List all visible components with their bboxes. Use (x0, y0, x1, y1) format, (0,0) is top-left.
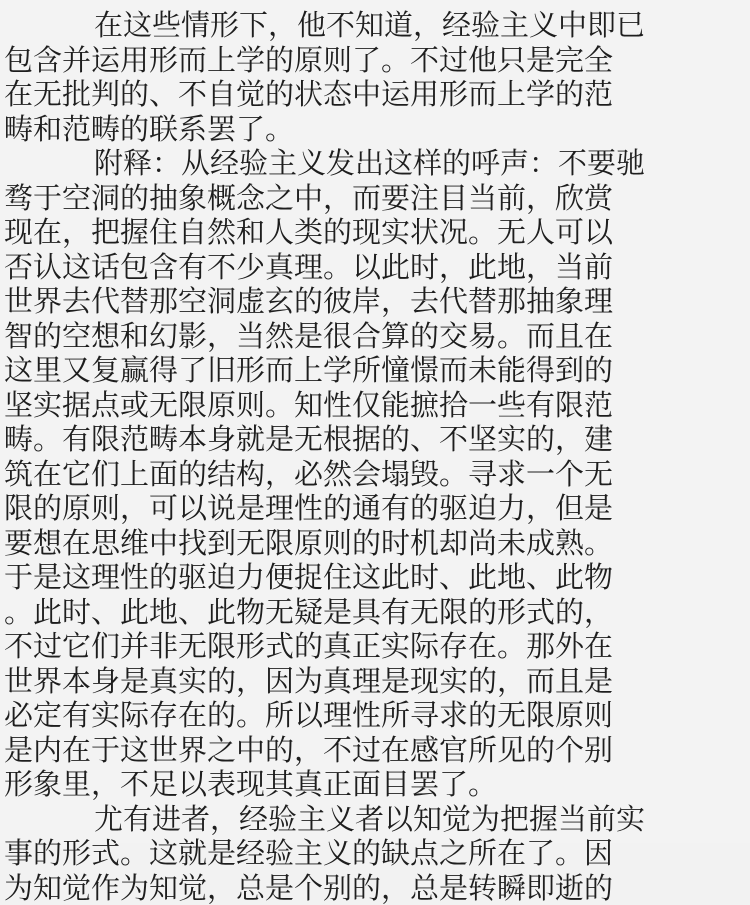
text-line: 这里又复赢得了旧形而上学所憧憬而未能得到的 (4, 353, 748, 388)
text-line: 否认这话包含有不少真理。以此时，此地，当前 (4, 250, 748, 285)
text-line: 限的原则，可以说是理性的通有的驱迫力，但是 (4, 491, 748, 526)
text-line: 为知觉作为知觉，总是个别的，总是转瞬即逝的 (4, 871, 748, 905)
text-line: 现在，把握住自然和人类的现实状况。无人可以 (4, 215, 748, 250)
text-line: 事的形式。这就是经验主义的缺点之所在了。因 (4, 836, 748, 871)
text-line: 坚实据点或无限原则。知性仅能摭拾一些有限范 (4, 388, 748, 423)
text-line: 智的空想和幻影，当然是很合算的交易。而且在 (4, 319, 748, 354)
text-line: 世界本身是真实的，因为真理是现实的，而且是 (4, 664, 748, 699)
text-line: 形象里，不足以表现其真正面目罢了。 (4, 767, 748, 802)
text-line: 尤有进者，经验主义者以知觉为把握当前实 (4, 802, 748, 837)
text-line: 畴和范畴的联系罢了。 (4, 112, 748, 147)
text-line: 包含并运用形而上学的原则了。不过他只是完全 (4, 43, 748, 78)
body-text (4, 8, 748, 905)
text-line: 要想在思维中找到无限原则的时机却尚未成熟。 (4, 526, 748, 561)
text-line: 于是这理性的驱迫力便捉住这此时、此地、此物 (4, 560, 748, 595)
text-line: 畴。有限范畴本身就是无根据的、不坚实的，建 (4, 422, 748, 457)
text-line: 必定有实际存在的。所以理性所寻求的无限原则 (4, 698, 748, 733)
text-line: 。此时、此地、此物无疑是具有无限的形式的， (4, 595, 748, 630)
text-line: 骛于空洞的抽象概念之中，而要注目当前，欣赏 (4, 181, 748, 216)
text-line: 筑在它们上面的结构，必然会塌毁。寻求一个无 (4, 457, 748, 492)
text-line: 不过它们并非无限形式的真正实际存在。那外在 (4, 629, 748, 664)
text-line: 世界去代替那空洞虚玄的彼岸，去代替那抽象理 (4, 284, 748, 319)
text-line: 在无批判的、不自觉的状态中运用形而上学的范 (4, 77, 748, 112)
text-line: 在这些情形下，他不知道，经验主义中即已 (4, 8, 748, 43)
text-line: 附释：从经验主义发出这样的呼声：不要驰 (4, 146, 748, 181)
text-line: 是内在于这世界之中的，不过在感官所见的个别 (4, 733, 748, 768)
